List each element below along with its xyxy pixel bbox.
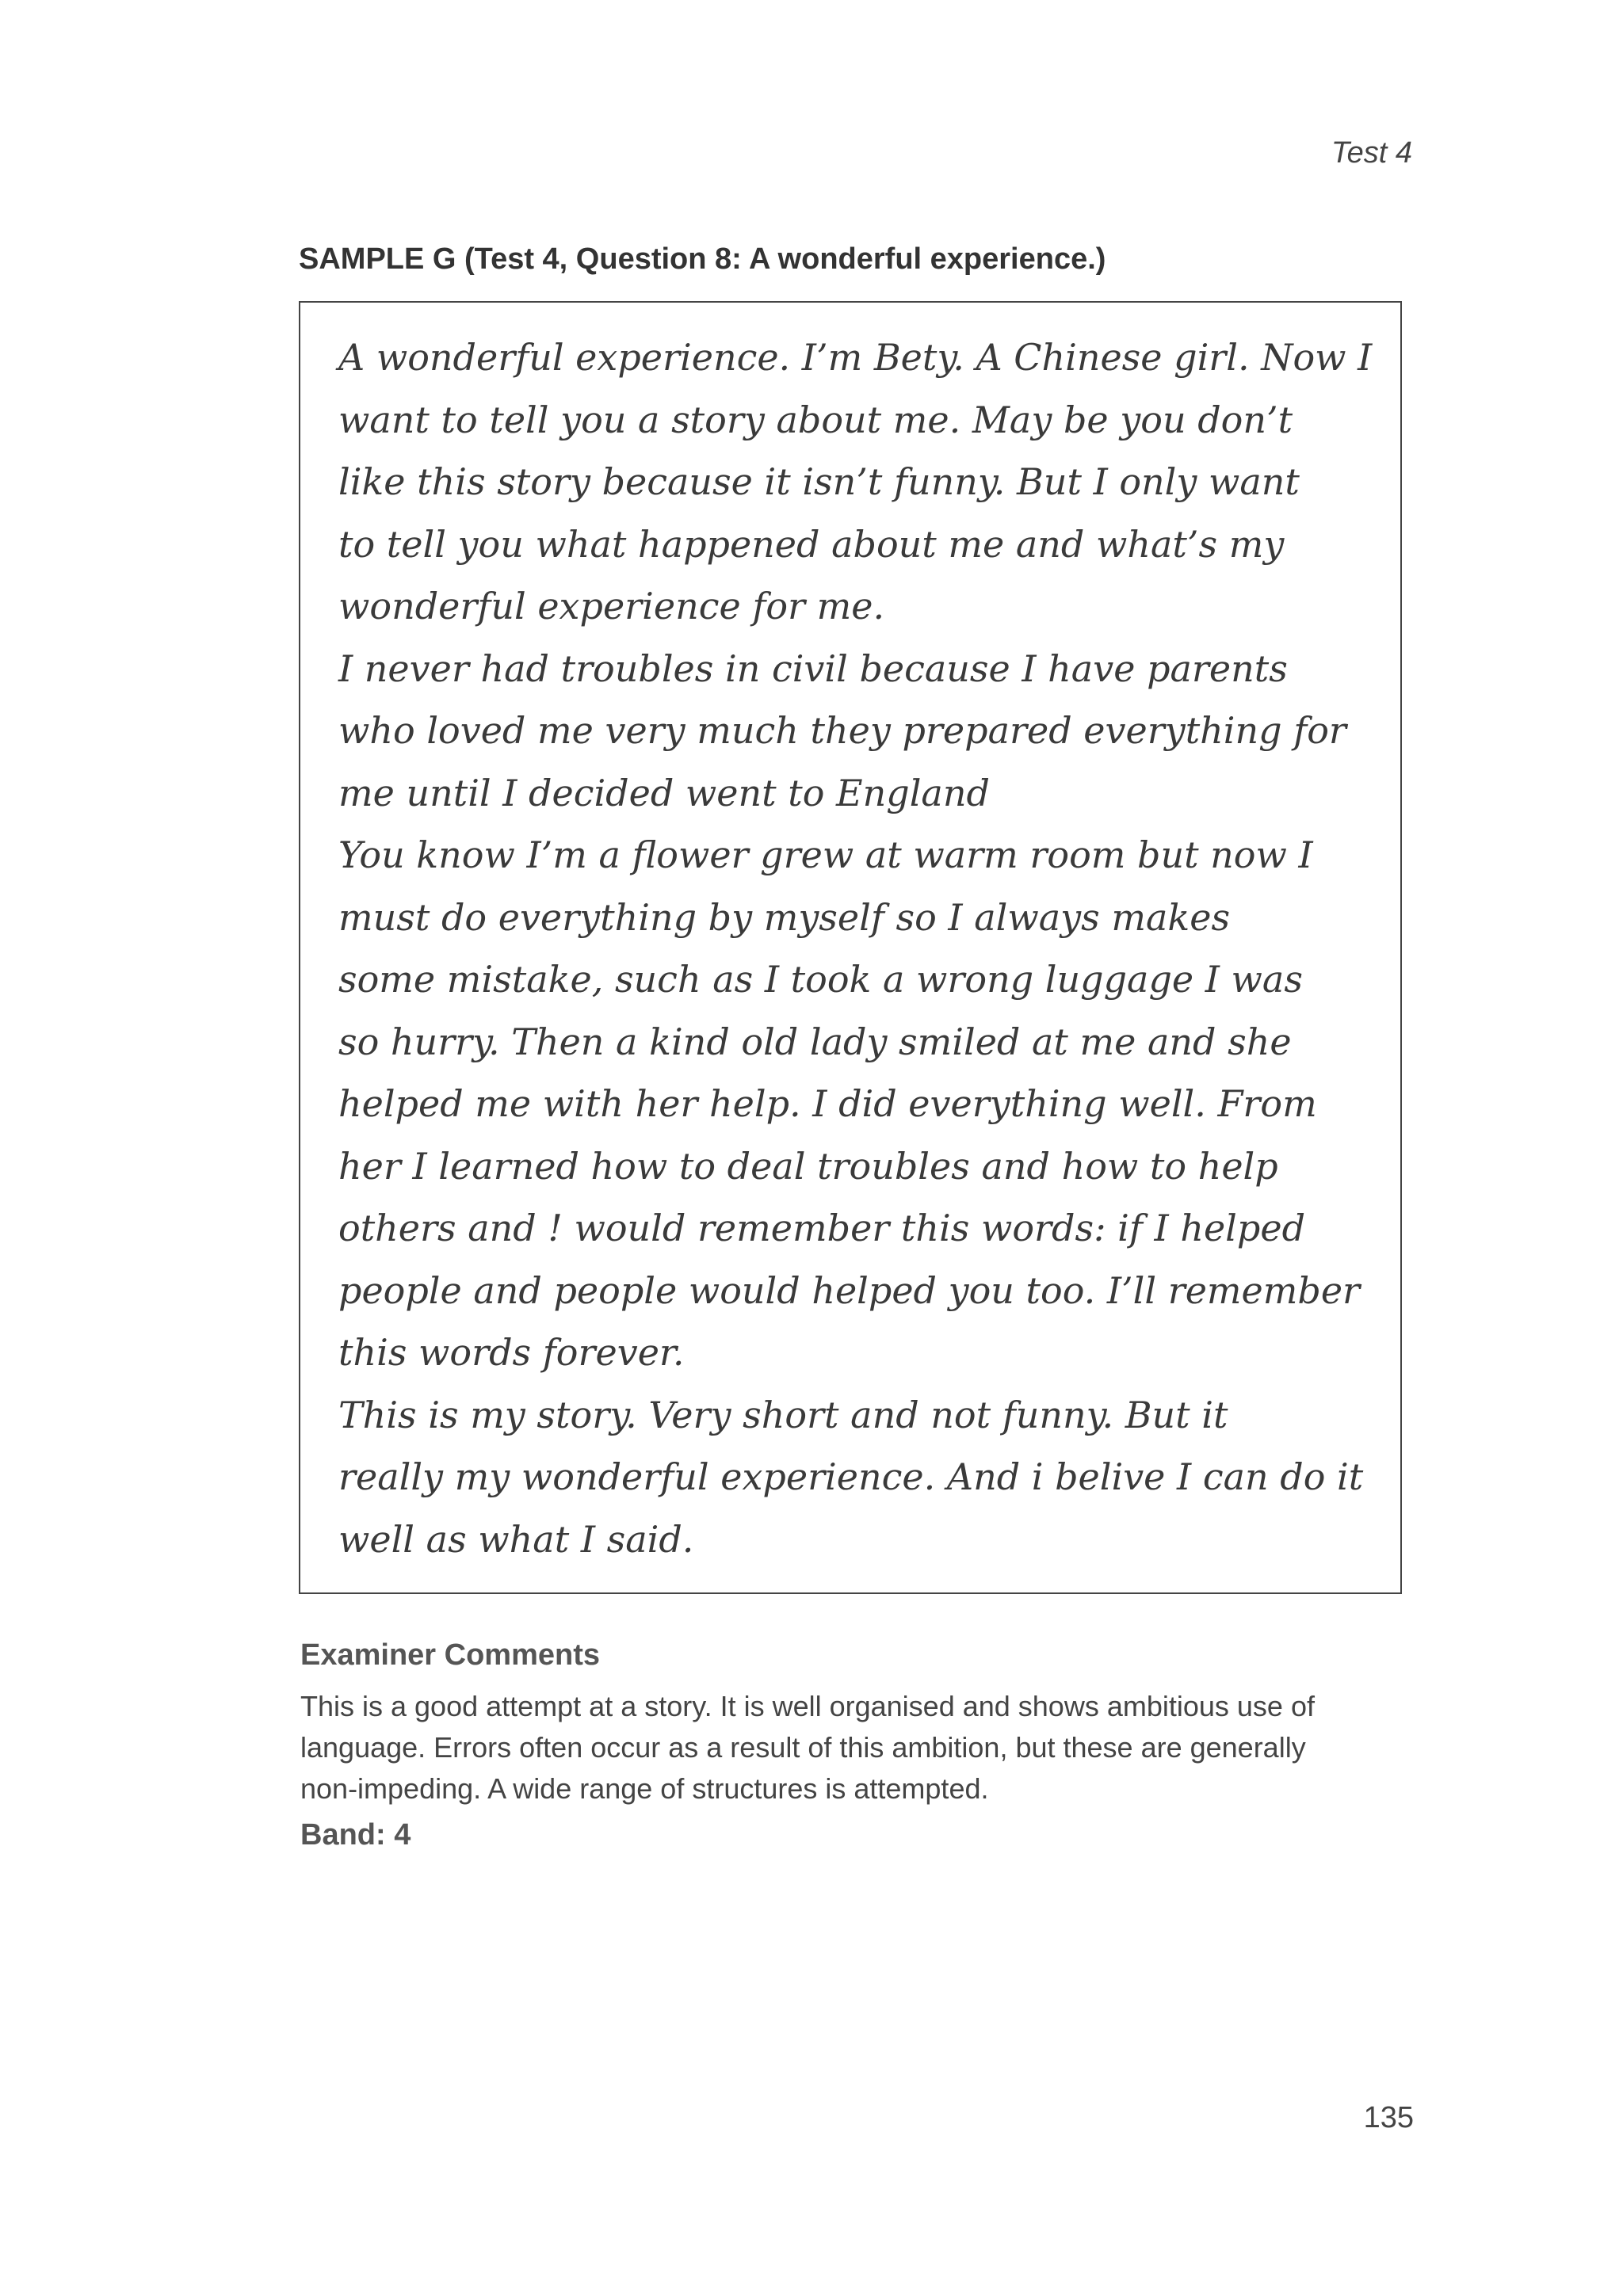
examiner-comments-heading: Examiner Comments — [300, 1638, 601, 1672]
answer-line: well as what I said. — [338, 1517, 694, 1561]
answer-line: who loved me very much they prepared everything for — [338, 709, 1346, 752]
answer-line: her I learned how to deal troubles and how to help — [338, 1144, 1278, 1188]
answer-line: to tell you what happened about me and what’s my — [338, 522, 1285, 566]
comments-line: This is a good attempt at a story. It is well organised and shows ambitious use of — [300, 1690, 1315, 1722]
answer-line: must do everything by myself so I always makes — [338, 895, 1231, 939]
answer-line: wonderful experience for me. — [338, 585, 885, 627]
answer-line: people and people would helped you too. I’ll remember — [338, 1268, 1361, 1312]
handwritten-answer — [338, 326, 1377, 1570]
answer-line: others and ! would remember this words: if I helped — [338, 1207, 1306, 1249]
answer-line: me until I decided went to England — [338, 771, 990, 814]
answer-line: helped me with her help. I did everything well. From — [338, 1082, 1317, 1125]
running-head: Test 4 — [1331, 136, 1412, 170]
answer-line: This is my story. Very short and not funny. But it — [338, 1393, 1228, 1436]
answer-line: some mistake, such as I took a wrong luggage I was — [338, 958, 1303, 1001]
examiner-comments-body — [300, 1686, 1410, 1810]
comments-line: language. Errors often occur as a result of this ambition, but these are generally — [300, 1731, 1306, 1764]
answer-line: so hurry. Then a kind old lady smiled at me and she — [338, 1020, 1292, 1063]
answer-line: I never had troubles in civil because I have parents — [338, 646, 1288, 690]
answer-line: A wonderful experience. I’m Bety. A Chinese girl. Now I — [338, 336, 1373, 379]
answer-line: You know I’m a flower grew at warm room but now I — [338, 833, 1313, 876]
answer-box — [299, 301, 1402, 1594]
sample-heading: SAMPLE G (Test 4, Question 8: A wonderful experience.) — [299, 242, 1106, 276]
answer-line: want to tell you a story about me. May be you don’t — [338, 398, 1293, 441]
comments-line: non-impeding. A wide range of structures is attempted. — [300, 1772, 989, 1805]
answer-line: really my wonderful experience. And i belive I can do it — [338, 1455, 1364, 1498]
answer-line: like this story because it isn’t funny. But I only want — [338, 460, 1300, 503]
answer-line: this words forever. — [338, 1331, 685, 1374]
page-number: 135 — [1363, 2101, 1414, 2134]
band-score: Band: 4 — [300, 1818, 411, 1852]
